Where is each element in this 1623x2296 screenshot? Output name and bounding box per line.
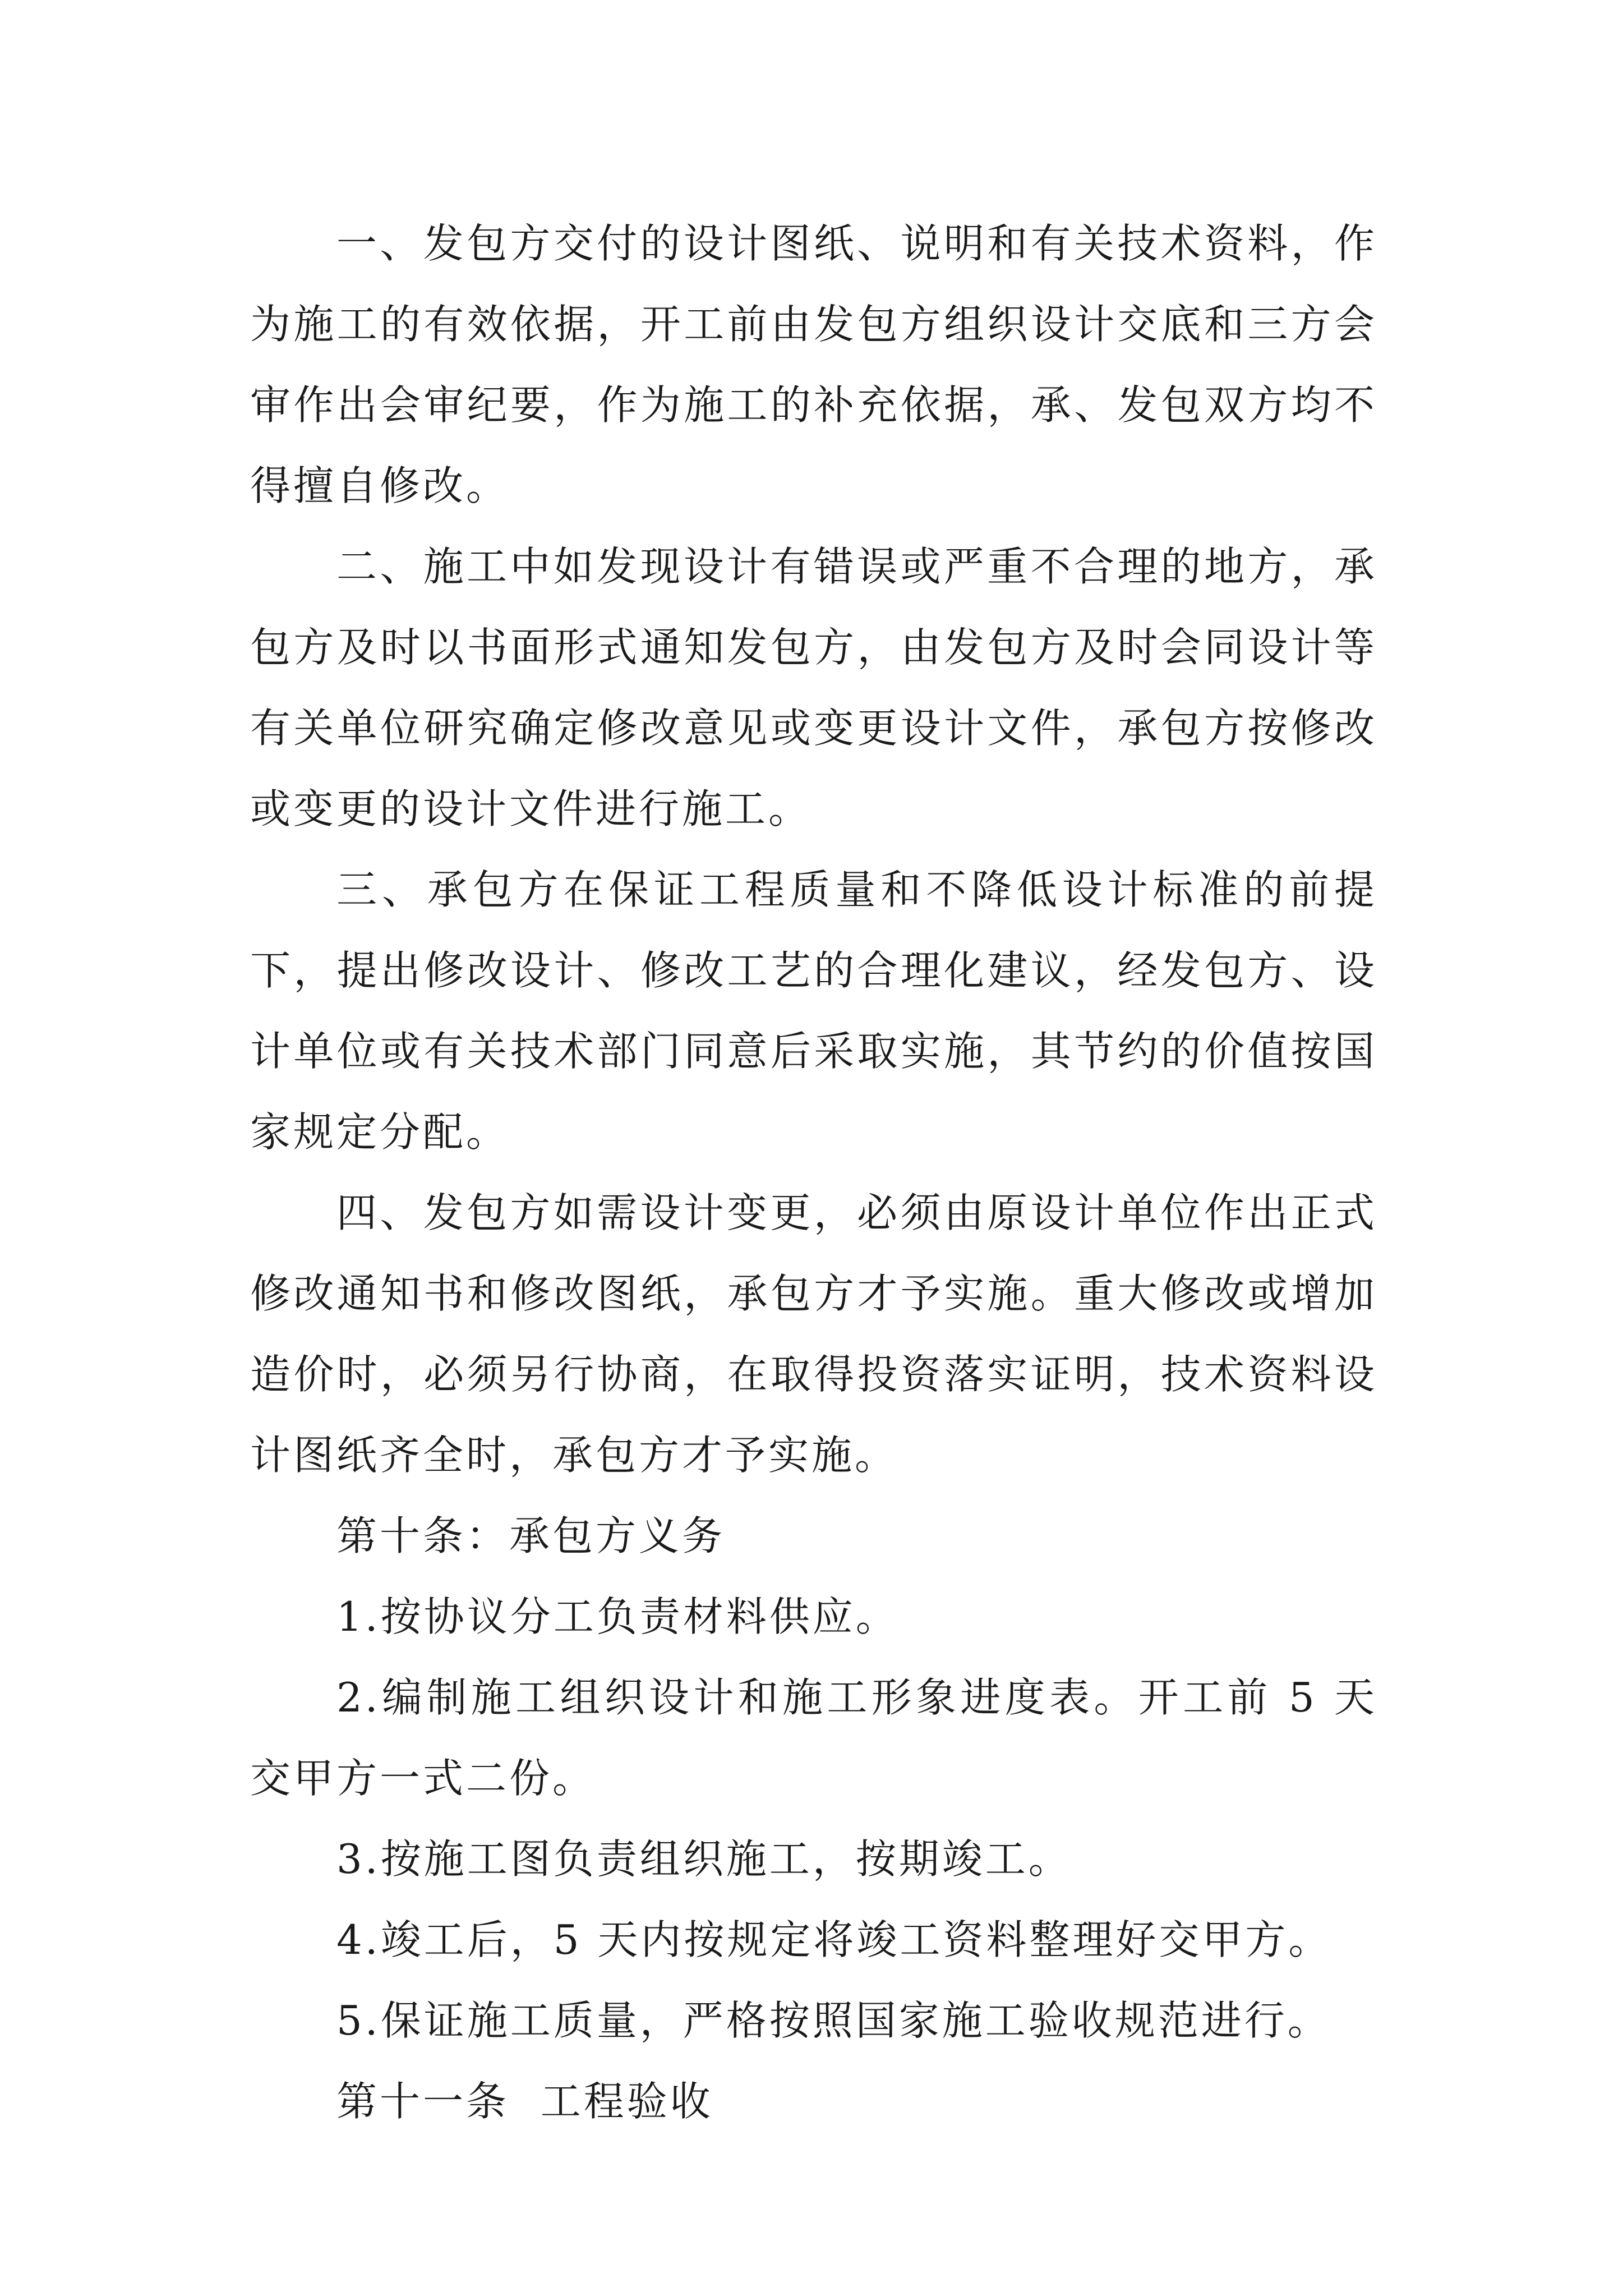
- article-10-item: 1.按协议分工负责材料供应。: [336, 1593, 899, 1640]
- article-11-heading: 第十一条 工程验收: [336, 2078, 713, 2125]
- paragraph-design-drawings: 一、发包方交付的设计图纸、说明和有关技术资料，作为施工的有效依据，开工前由发包方组织设计交底和三方会审作出会审纪要，作为施工的补充依据，承、发包双方均不得擅自修改。: [250, 220, 1377, 509]
- article-10-item: 2.编制施工组织设计和施工形象进度表。开工前 5 天交甲方一式二份。: [250, 1674, 1377, 1802]
- paragraph-design-change: 四、发包方如需设计变更，必须由原设计单位作出正式修改通知书和修改图纸，承包方才予实施。重大修改或增加造价时，必须另行协商，在取得投资落实证明，技术资料设计图纸齐全时，承包方才予实施。: [250, 1189, 1377, 1479]
- article-10-item: 4.竣工后，5 天内按规定将竣工资料整理好交甲方。: [336, 1916, 1332, 1963]
- article-10-item: 5.保证施工质量，严格按照国家施工验收规范进行。: [336, 1997, 1331, 2044]
- article-10-heading: 第十条：承包方义务: [336, 1512, 726, 1559]
- paragraph-rationalization: 三、承包方在保证工程质量和不降低设计标准的前提下，提出修改设计、修改工艺的合理化建议，经发包方、设计单位或有关技术部门同意后采取实施，其节约的价值按国家规定分配。: [250, 866, 1377, 1156]
- article-10-item: 3.按施工图负责组织施工，按期竣工。: [336, 1835, 1072, 1883]
- paragraph-design-errors: 二、施工中如发现设计有错误或严重不合理的地方，承包方及时以书面形式通知发包方，由发包方及时会同设计等有关单位研究确定修改意见或变更设计文件，承包方按修改或变更的设计文件进行施工。: [250, 543, 1377, 832]
- document-body: [250, 203, 1377, 2142]
